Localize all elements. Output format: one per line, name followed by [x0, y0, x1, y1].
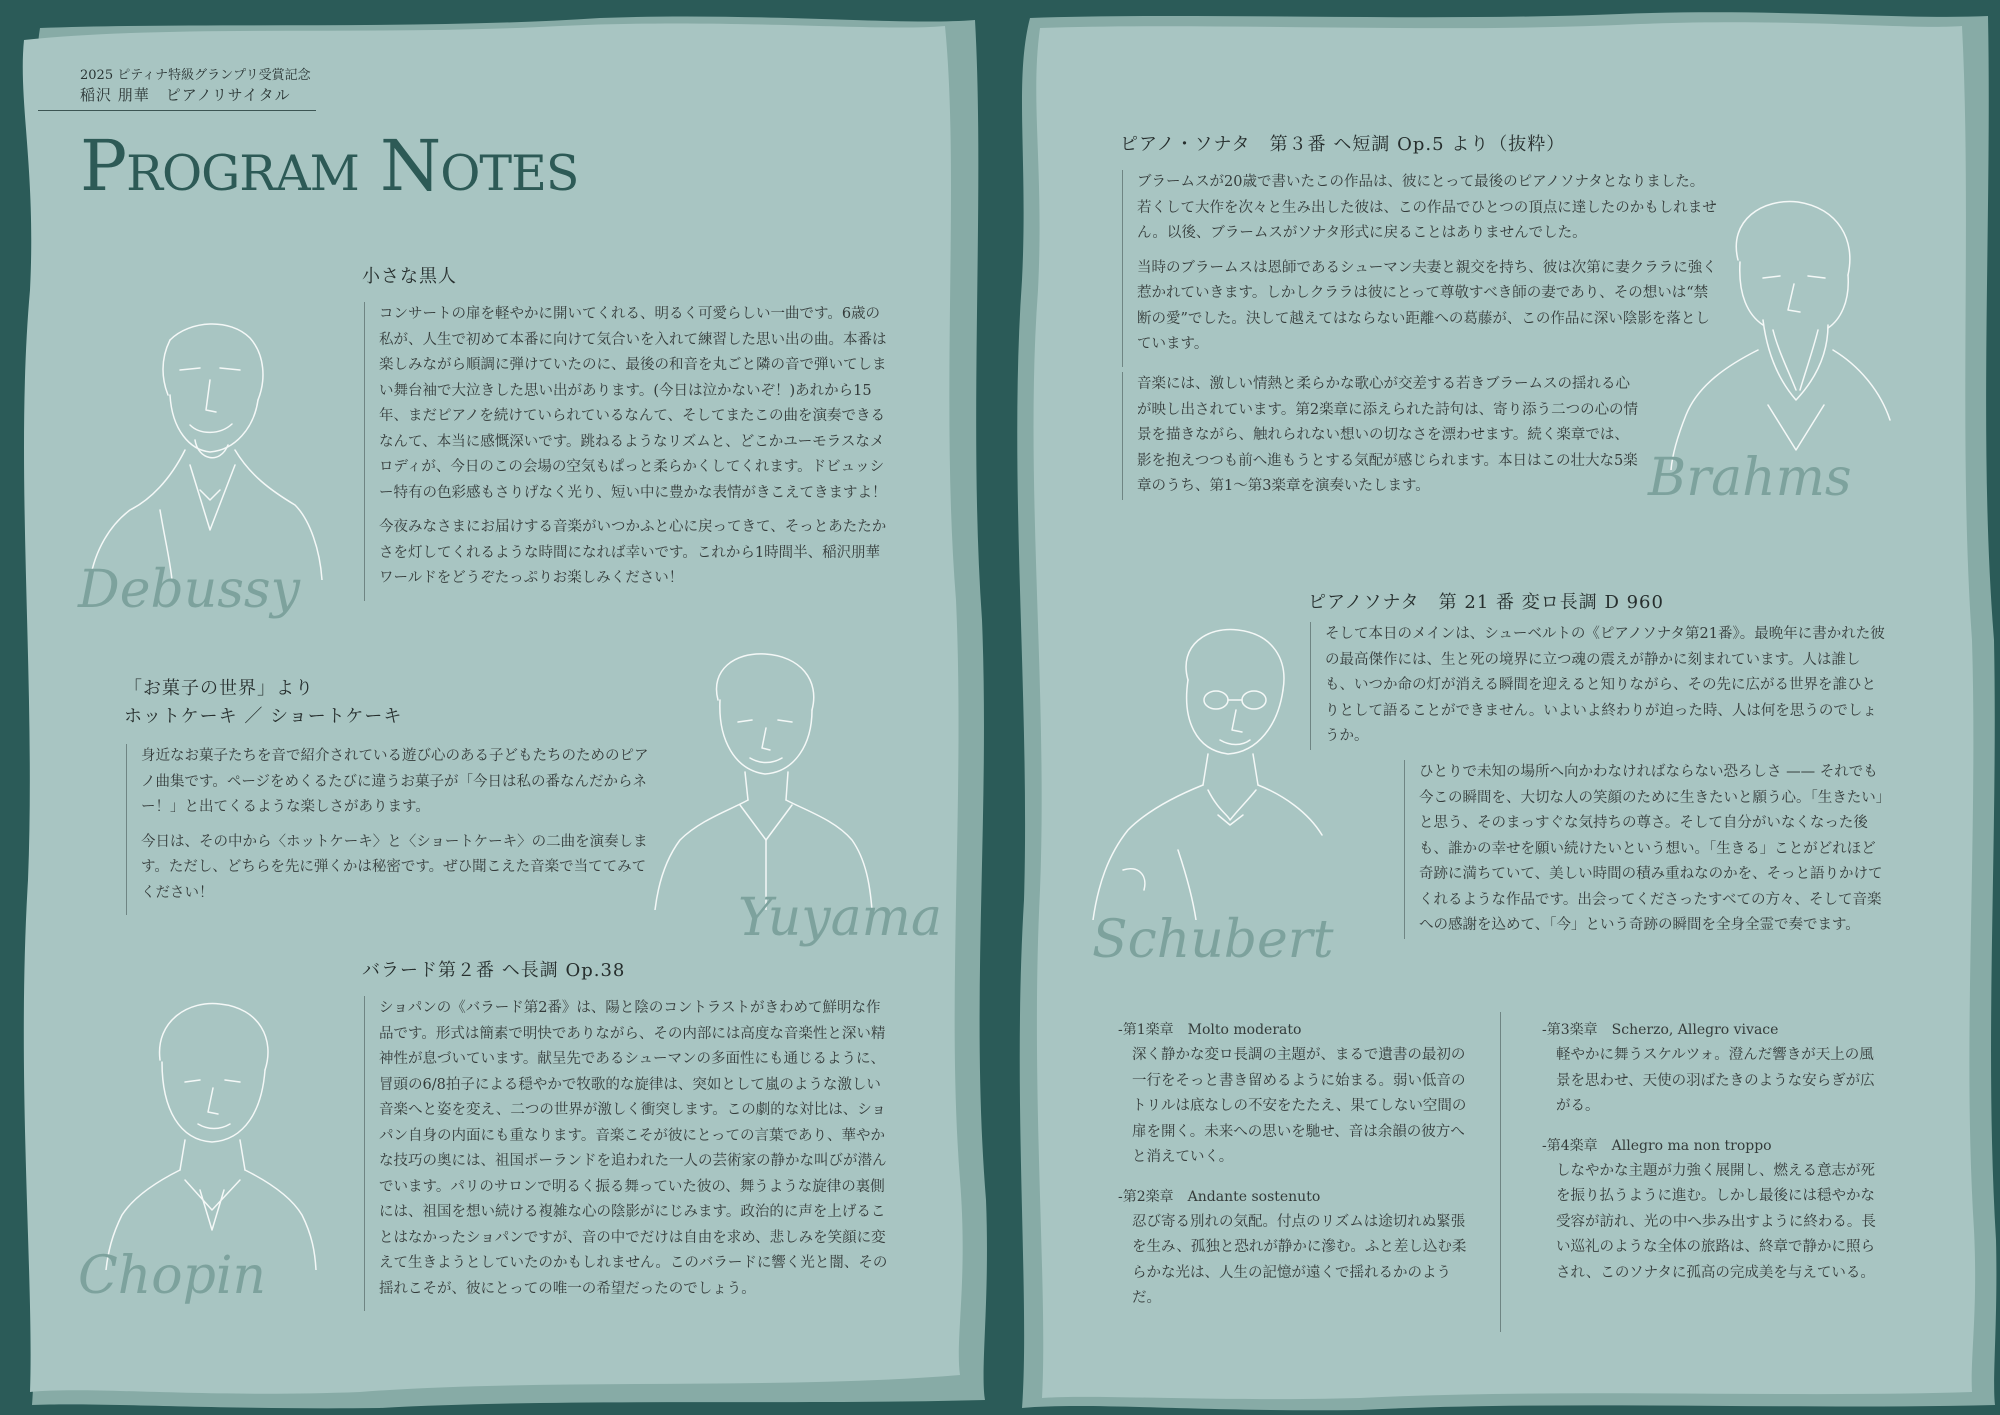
brahms-notes-cont — [1122, 372, 1642, 500]
movements-left — [1118, 1018, 1468, 1312]
movement-2 — [1118, 1185, 1468, 1312]
brahms-name: Brahms — [1648, 448, 1852, 508]
yuyama-heading-1: 「お菓子の世界」より — [124, 678, 314, 699]
yuyama-name: Yuyama — [738, 888, 942, 948]
movement-4-title: -第4楽章 Allegro ma non troppo — [1542, 1137, 1772, 1154]
brahms-notes — [1122, 170, 1717, 367]
brahms-heading: ピアノ・ソナタ 第３番 ヘ短調 Op.5 より（抜粋） — [1120, 134, 1566, 155]
brahms-portrait — [1668, 190, 1898, 470]
brahms-para-2: 当時のブラームスは恩師であるシューマン夫妻と親交を持ち、彼は次第に妻クララに強く惹かれていきます。しかしクララは彼にとって尊敬すべき師の妻であり、その想いは“禁断の愛”でした。決して越えてはならない距離への葛藤が、この作品に深い陰影を落としています。 — [1137, 259, 1717, 352]
movement-3 — [1542, 1018, 1882, 1120]
debussy-para-2: 今夜みなさまにお届けする音楽がいつかふと心に戻ってきて、そっとあたたかさを灯してくれるような時間になれば幸いです。これから1時間半、稲沢朋華ワールドをどうぞたっぷりお楽しみください！ — [379, 519, 887, 586]
chopin-heading: バラード第２番 ヘ長調 Op.38 — [362, 960, 626, 981]
debussy-heading: 小さな黒人 — [362, 266, 457, 287]
debussy-para-1: コンサートの扉を軽やかに開いてくれる、明るく可愛らしい一曲です。6歳の私が、人生で初めて本番に向けて気合いを入れて練習した思い出の曲。本番は楽しみながら順調に弾けていたのに、最後の和音を丸ごと隣の音で弾いてしまい舞台袖で大泣きした思い出があります。(今日は泣かないぞ！)あれから15年、まだピアノを続けていられているなんて、そしてまたこの曲を演奏できるなんて、本当に感慨深いです。跳ねるようなリズムと、どこかユーモラスなメロディが、今日のこの会場の空気もぱっと柔らかくしてくれます。ドビュッシー特有の色彩感もさりげなく光り、短い中に豊かな表情がきこえてきますよ！ — [379, 306, 887, 501]
schubert-notes-2 — [1404, 760, 1885, 939]
header-rule — [38, 110, 316, 111]
movement-1-body: 深く静かな変ロ長調の主題が、まるで遺書の最初の一行をそっと書き留めるように始まる。弱い低音のトリルは底なしの不安をたたえ、果てしない空間の扉を開く。未来への思いを馳せ、音は余韻の彼方へと消えていく。 — [1132, 1047, 1467, 1165]
movement-4-body: しなやかな主題が力強く展開し、燃える意志が死を振り払うように進む。しかし最後には穏やかな受容が訪れ、光の中へ歩み出すように終わる。長い巡礼のような全体の旅路は、終章で静かに照らされ、このソナタに孤高の完成美を与えている。 — [1556, 1162, 1876, 1281]
schubert-heading: ピアノソナタ 第 21 番 変ロ長調 D 960 — [1308, 592, 1664, 613]
yuyama-para-2: 今日は、その中から〈ホットケーキ〉と〈ショートケーキ〉の二曲を演奏します。ただし、どちらを先に弾くかは秘密です。ぜひ聞こえた音楽で当ててみてください！ — [141, 833, 648, 901]
yuyama-portrait — [640, 640, 880, 910]
movement-3-body: 軽やかに舞うスケルツォ。澄んだ響きが天上の風景を思わせ、天使の羽ばたきのような安らぎが広がる。 — [1556, 1047, 1875, 1114]
brahms-para-3: 音楽には、激しい情熱と柔らかな歌心が交差する若きブラームスの揺れる心が映し出されています。第2楽章に添えられた詩句は、寄り添う二つの心の情景を描きながら、触れられない想いの切なさを漂わせます。続く楽章では、影を抱えつつも前へ進もうとする気配が感じられます。本日はこの壮大な5楽章のうち、第1〜第3楽章を演奏いたします。 — [1137, 376, 1639, 494]
movements-right — [1542, 1018, 1882, 1286]
schubert-para-2: ひとりで未知の場所へ向かわなければならない恐ろしさ —— それでも今この瞬間を、大切な人の笑顔のために生きたいと願う心。「生きたい」と思う、そのまっすぐな気持ちの尊さ。そして自分がいなくなった後も、誰かの幸せを願い続けたいという想い。「生きる」ことがどれほど奇跡に満ちていて、美しい時間の積み重ねなのかを、そっと語りかけてくれるような作品です。出会ってくださったすべての方々、そして音楽への感謝を込めて、「今」という奇跡の瞬間を全身全霊で奏でます。 — [1419, 764, 1883, 933]
debussy-name: Debussy — [78, 560, 300, 620]
movement-2-body: 忍び寄る別れの気配。付点のリズムは途切れぬ緊張を生み、孤独と恐れが静かに滲む。ふと差し込む柔らかな光は、人生の記憶が遠くで揺れるかのようだ。 — [1132, 1213, 1467, 1306]
brahms-para-1: ブラームスが20歳で書いたこの作品は、彼にとって最後のピアノソナタとなりました。若くして大作を次々と生み出した彼は、この作品でひとつの頂点に達したのかもしれません。以後、ブラームスがソナタ形式に戻ることはありませんでした。 — [1137, 174, 1717, 241]
recital-title: 稲沢 朋華 ピアノリサイタル — [80, 86, 291, 104]
chopin-portrait — [100, 990, 320, 1270]
debussy-notes — [364, 302, 891, 601]
schubert-name: Schubert — [1092, 910, 1334, 970]
schubert-portrait — [1078, 620, 1338, 920]
yuyama-notes — [126, 744, 651, 915]
page-title: Program Notes — [80, 125, 579, 207]
movement-1-title: -第1楽章 Molto moderato — [1118, 1022, 1302, 1038]
movement-1 — [1118, 1018, 1468, 1171]
yuyama-heading-2: ホットケーキ ／ ショートケーキ — [124, 706, 403, 727]
chopin-name: Chopin — [78, 1246, 266, 1306]
chopin-notes — [364, 996, 891, 1311]
movements-divider — [1500, 1012, 1501, 1332]
debussy-portrait — [70, 300, 330, 580]
movement-4 — [1542, 1134, 1882, 1287]
yuyama-para-1: 身近なお菓子たちを音で紹介されている遊び心のある子どもたちのためのピアノ曲集です。ページをめくるたびに違うお菓子が「今日は私の番なんだからネー！」と出てくるような楽しさがあります。 — [141, 748, 649, 815]
movement-2-title: -第2楽章 Andante sostenuto — [1118, 1188, 1321, 1205]
chopin-para-1: ショパンの《バラード第2番》は、陽と陰のコントラストがきわめて鮮明な作品です。形式は簡素で明快でありながら、その内部には高度な音楽性と深い精神性が息づいています。献呈先であるシューマンの多面性にも通じるように、冒頭の6/8拍子による穏やかで牧歌的な旋律は、突如として嵐のような激しい音楽へと姿を変え、二つの世界が激しく衝突します。この劇的な対比は、ショパン自身の内面にも重なります。音楽こそが彼にとっての言葉であり、華やかな技巧の奥には、祖国ポーランドを追われた一人の芸術家の静かな叫びが潜んでいます。パリのサロンで明るく振る舞っていた彼の、舞うような旋律の裏側には、祖国を想い続ける複雑な心の陰影がにじみます。政治的に声を上げることはなかったショパンですが、音の中でだけは自由を求め、悲しみを笑顔に変えて生きようとしていたのかもしれません。このバラードに響く光と闇、その揺れこそが、彼にとっての唯一の希望だったのでしょう。 — [379, 1000, 888, 1297]
movement-3-title: -第3楽章 Scherzo, Allegro vivace — [1542, 1022, 1779, 1038]
schubert-notes-1 — [1310, 622, 1885, 750]
schubert-para-1: そして本日のメインは、シューベルトの《ピアノソナタ第21番》。最晩年に書かれた彼の最高傑作には、生と死の境界に立つ魂の震えが静かに刻まれています。人は誰しも、いつか命の灯が消える瞬間を迎えると知りながら、その先に広がる世界を誰ひとりとして語ることができません。いよいよ終わりが迫った時、人は何を思うのでしょうか。 — [1325, 626, 1885, 744]
program-eyebrow: 2025 ピティナ特級グランプリ受賞記念 — [80, 68, 311, 83]
